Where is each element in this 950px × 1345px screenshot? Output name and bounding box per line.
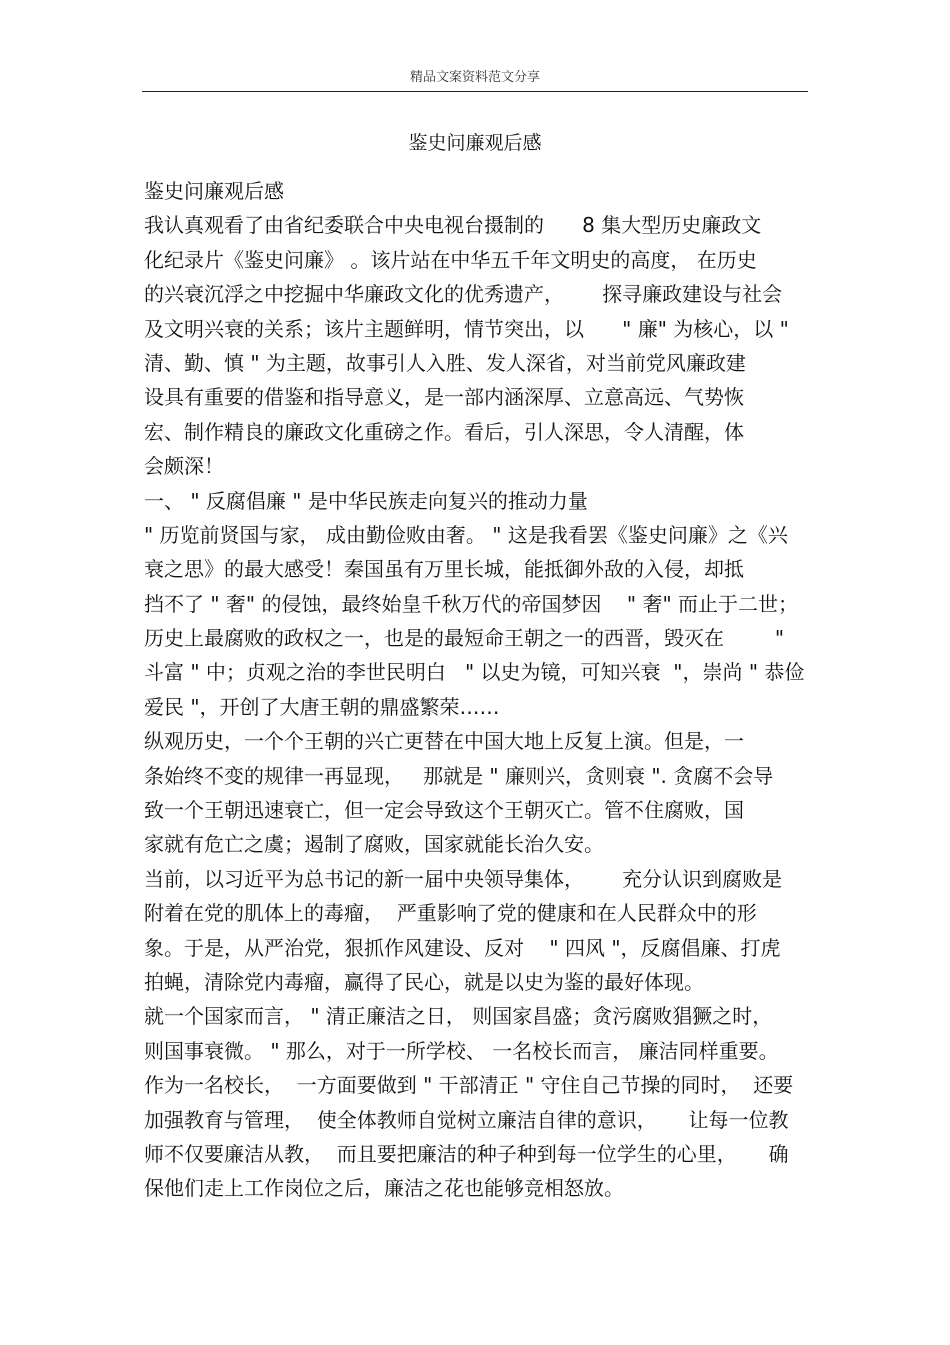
- body-line: 纵观历史，一个个王朝的兴亡更替在中国大地上反复上演。但是，一: [144, 729, 744, 754]
- section-heading: 一、 " 反腐倡廉 " 是中华民族走向复兴的推动力量: [144, 488, 588, 513]
- body-line: 设具有重要的借鉴和指导意义，是一部内涵深厚、立意高远、气势恢: [144, 385, 744, 410]
- body-line: 历史上最腐败的政权之一，也是的最短命王朝之一的西晋，毁灭在 ": [144, 626, 785, 651]
- body-line: 当前，以习近平为总书记的新一届中央领导集体， 充分认识到腐败是: [144, 866, 783, 891]
- body-line: 师不仅要廉洁从教， 而且要把廉洁的种子种到每一位学生的心里， 确: [144, 1141, 789, 1166]
- body-line: 衰之思》的最大感受！秦国虽有万里长城，能抵御外敌的入侵，却抵: [144, 557, 744, 582]
- body-line: 就一个国家而言， " 清正廉洁之日， 则国家昌盛；贪污腐败猖獗之时，: [144, 1004, 773, 1029]
- document-body: [144, 174, 814, 1206]
- body-line: " 历览前贤国与家， 成由勤俭败由奢。 " 这是我看罢《鉴史问廉》之《兴: [144, 522, 788, 547]
- body-line: 加强教育与管理， 使全体教师自觉树立廉洁自律的意识， 让每一位教: [144, 1107, 789, 1132]
- body-line: 拍蝇，清除党内毒瘤，赢得了民心，就是以史为鉴的最好体现。: [144, 969, 704, 994]
- body-line: 附着在党的肌体上的毒瘤， 严重影响了党的健康和在人民群众中的形: [144, 901, 757, 926]
- body-line: 及文明兴衰的关系；该片主题鲜明，情节突出，以 " 廉" 为核心，以 ": [144, 316, 789, 341]
- body-line: 爱民 "，开创了大唐王朝的鼎盛繁荣……: [144, 694, 500, 719]
- body-line: 象。于是，从严治党，狠抓作风建设、反对 " 四风 "，反腐倡廉、打虎: [144, 935, 781, 960]
- body-line: 鉴史问廉观后感: [144, 179, 284, 203]
- body-line: 宏、制作精良的廉政文化重磅之作。看后，引人深思，令人清醒，体: [144, 419, 744, 444]
- body-line: 条始终不变的规律一再显现， 那就是 " 廉则兴，贪则衰 ". 贪腐不会导: [144, 763, 774, 788]
- body-line: 化纪录片《鉴史问廉》 。该片站在中华五千年文明史的高度， 在历史: [144, 247, 757, 272]
- body-line: 我认真观看了由省纪委联合中央电视台摄制的 8 集大型历史廉政文: [144, 213, 762, 238]
- body-line: 家就有危亡之虞；遏制了腐败，国家就能长治久安。: [144, 832, 604, 857]
- page-header: 精品文案资料范文分享: [409, 70, 540, 85]
- body-line: 挡不了 " 奢" 的侵蚀，最终始皇千秋万代的帝国梦因 " 奢" 而止于二世；: [144, 591, 799, 616]
- body-line: 的兴衰沉浮之中挖掘中华廉政文化的优秀遗产， 探寻廉政建设与社会: [144, 282, 783, 307]
- body-line: 作为一名校长， 一方面要做到 " 干部清正 " 守住自己节操的同时， 还要: [144, 1073, 794, 1098]
- header-divider: [142, 91, 808, 92]
- body-line: 致一个王朝迅速衰亡，但一定会导致这个王朝灭亡。管不住腐败，国: [144, 798, 744, 823]
- body-line: 保他们走上工作岗位之后，廉洁之花也能够竞相怒放。: [144, 1176, 624, 1201]
- body-line: 清、勤、慎 " 为主题，故事引人入胜、发人深省，对当前党风廉政建: [144, 350, 746, 375]
- body-line: 斗富 " 中；贞观之治的李世民明白 " 以史为镜，可知兴衰 "，崇尚 " 恭俭: [144, 660, 805, 685]
- body-line: 会颇深！: [144, 454, 224, 479]
- body-line: 则国事衰微。 " 那么，对于一所学校、 一名校长而言， 廉洁同样重要。: [144, 1038, 779, 1063]
- document-title: 鉴史问廉观后感: [408, 132, 542, 154]
